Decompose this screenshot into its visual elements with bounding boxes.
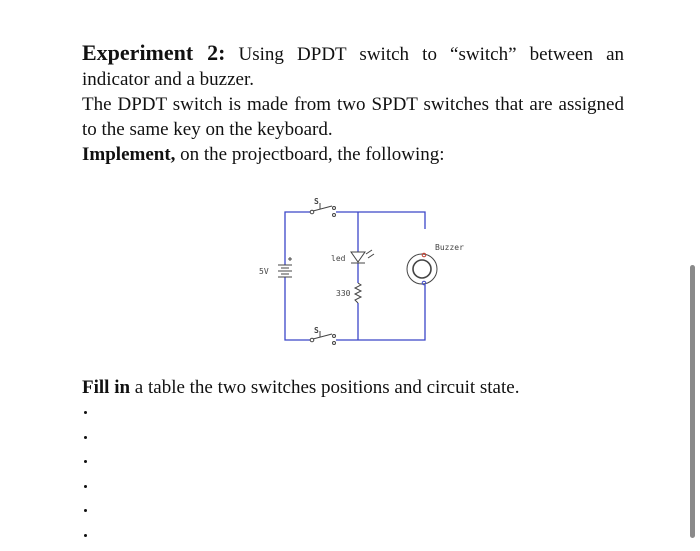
bullet-icon bbox=[84, 485, 87, 488]
experiment-description: Using DPDT switch to “switch” between an indicator and a buzzer. bbox=[82, 44, 625, 90]
experiment-paragraph bbox=[82, 40, 624, 92]
experiment-heading: Experiment 2: bbox=[82, 40, 226, 65]
bullet-icon bbox=[84, 460, 87, 463]
bullet-icon bbox=[84, 534, 87, 537]
document-body bbox=[82, 40, 624, 167]
wire-bottom-left bbox=[285, 277, 310, 340]
fill-in-label: Fill in bbox=[82, 377, 131, 398]
circuit-diagram bbox=[250, 195, 490, 355]
vertical-scrollbar[interactable] bbox=[690, 265, 695, 538]
circuit-wires bbox=[285, 212, 425, 340]
bullet-icon bbox=[84, 411, 87, 414]
switch-top-label: S bbox=[314, 197, 319, 206]
buzzer-icon bbox=[407, 253, 437, 285]
fill-in-text: a table the two switches positions and circuit state. bbox=[134, 377, 520, 398]
wire-top-right bbox=[336, 212, 425, 229]
bullet-icon bbox=[84, 509, 87, 512]
led-icon bbox=[351, 250, 374, 263]
wire-top-left bbox=[285, 212, 310, 265]
switch-bottom-label: S bbox=[314, 326, 319, 335]
led-label: led bbox=[331, 254, 346, 263]
resistor-label: 330 bbox=[336, 289, 351, 298]
buzzer-label: Buzzer bbox=[435, 243, 464, 252]
dpdt-paragraph: The DPDT switch is made from two SPDT switches that are assigned to the same key on the keyboard. bbox=[82, 94, 624, 140]
fill-in-paragraph bbox=[82, 375, 519, 400]
implement-label: Implement, bbox=[82, 144, 176, 165]
implement-text: on the projectboard, the following: bbox=[180, 144, 445, 165]
bullet-icon bbox=[84, 436, 87, 439]
battery-label: 5V bbox=[259, 267, 269, 276]
implement-paragraph bbox=[82, 142, 624, 167]
resistor-icon bbox=[355, 283, 361, 303]
